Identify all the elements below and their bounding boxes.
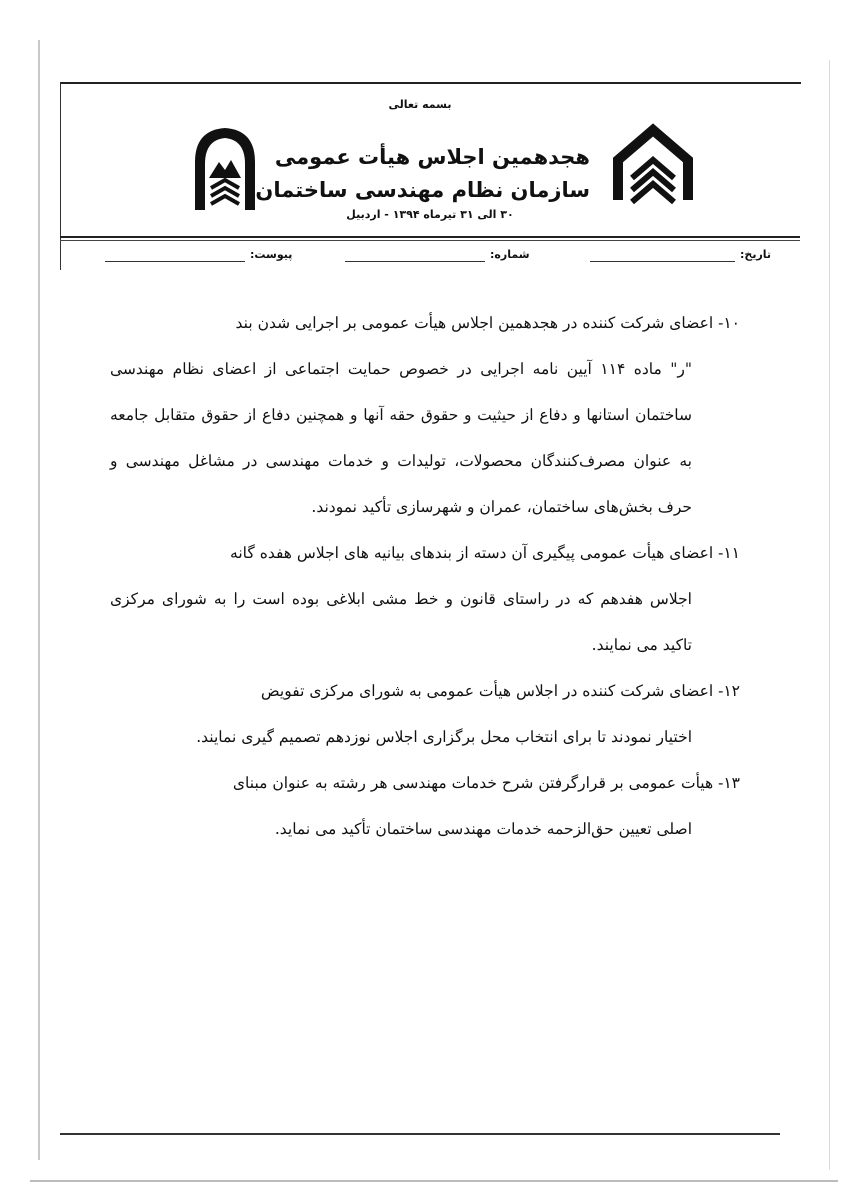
item-first-line: اعضای شرکت کننده در اجلاس هیأت عمومی به شورای مرکزی تفویض <box>260 682 714 700</box>
item-text: "ر" ماده ۱۱۴ آیین نامه اجرایی در خصوص حمایت اجتماعی از اعضای نظام مهندسی ساختمان استانها و دفاع از حیثیت و حقوق حقه آنها و همچنین دفاع از حقوق متقابل جامعه به عنوان مصرف‌کنندگان محصولات، تولیدات و خدمات مهندسی در مشاغل مهندسی و حرف بخش‌های ساختمان، عمران و شهرسازی تأکید نمودند. <box>110 360 692 516</box>
organization-title: سازمان نظام مهندسی ساختمان <box>255 178 590 202</box>
footer-divider <box>60 1133 780 1135</box>
item-text: اختیار نمودند تا برای انتخاب محل برگزاری اجلاس نوزدهم تصمیم گیری نمایند. <box>196 728 692 746</box>
conference-date-place: ۳۰ الی ۳۱ تیرماه ۱۳۹۴ - اردبیل <box>346 208 514 221</box>
item-number: ۱۰- <box>718 314 740 332</box>
scan-edge <box>829 60 830 1170</box>
item-first-line: هیأت عمومی بر قرارگرفتن شرح خدمات مهندسی هر رشته به عنوان مبنای <box>232 774 714 792</box>
resolution-list <box>110 300 740 852</box>
resolution-item <box>110 760 740 852</box>
arch-mountain-logo-icon <box>185 122 265 212</box>
item-text: اجلاس هفدهم که در راستای قانون و خط مشی ابلاغی بوده است را به شورای مرکزی تاکید می نمایند. <box>110 590 692 654</box>
scan-edge <box>38 40 40 1160</box>
item-first-line: اعضای شرکت کننده در هجدهمین اجلاس هیأت عمومی بر اجرایی شدن بند <box>235 314 714 332</box>
item-number: ۱۳- <box>718 774 740 792</box>
engineering-org-logo-icon <box>608 120 698 210</box>
item-text: اصلی تعیین حق‌الزحمه خدمات مهندسی ساختمان تأکید می نماید. <box>274 820 692 838</box>
conference-title: هجدهمین اجلاس هیأت عمومی <box>274 145 590 169</box>
resolution-item <box>110 530 740 668</box>
number-field-line <box>345 261 485 262</box>
item-number: ۱۲- <box>718 682 740 700</box>
item-first-line: اعضای هیأت عمومی پیگیری آن دسته از بندهای بیانیه های اجلاس هفده گانه <box>230 544 714 562</box>
resolution-item <box>110 300 740 530</box>
date-field-line <box>590 261 735 262</box>
bismillah-heading: بسمه تعالی <box>388 98 452 111</box>
date-label: تاریخ: <box>740 248 772 261</box>
header-divider <box>60 236 800 238</box>
number-label: شماره: <box>490 248 530 261</box>
header-divider <box>60 240 800 241</box>
scan-edge <box>30 1180 838 1182</box>
attachment-field-line <box>105 261 245 262</box>
item-number: ۱۱- <box>718 544 740 562</box>
resolution-item <box>110 668 740 760</box>
attachment-label: پیوست: <box>250 248 293 261</box>
